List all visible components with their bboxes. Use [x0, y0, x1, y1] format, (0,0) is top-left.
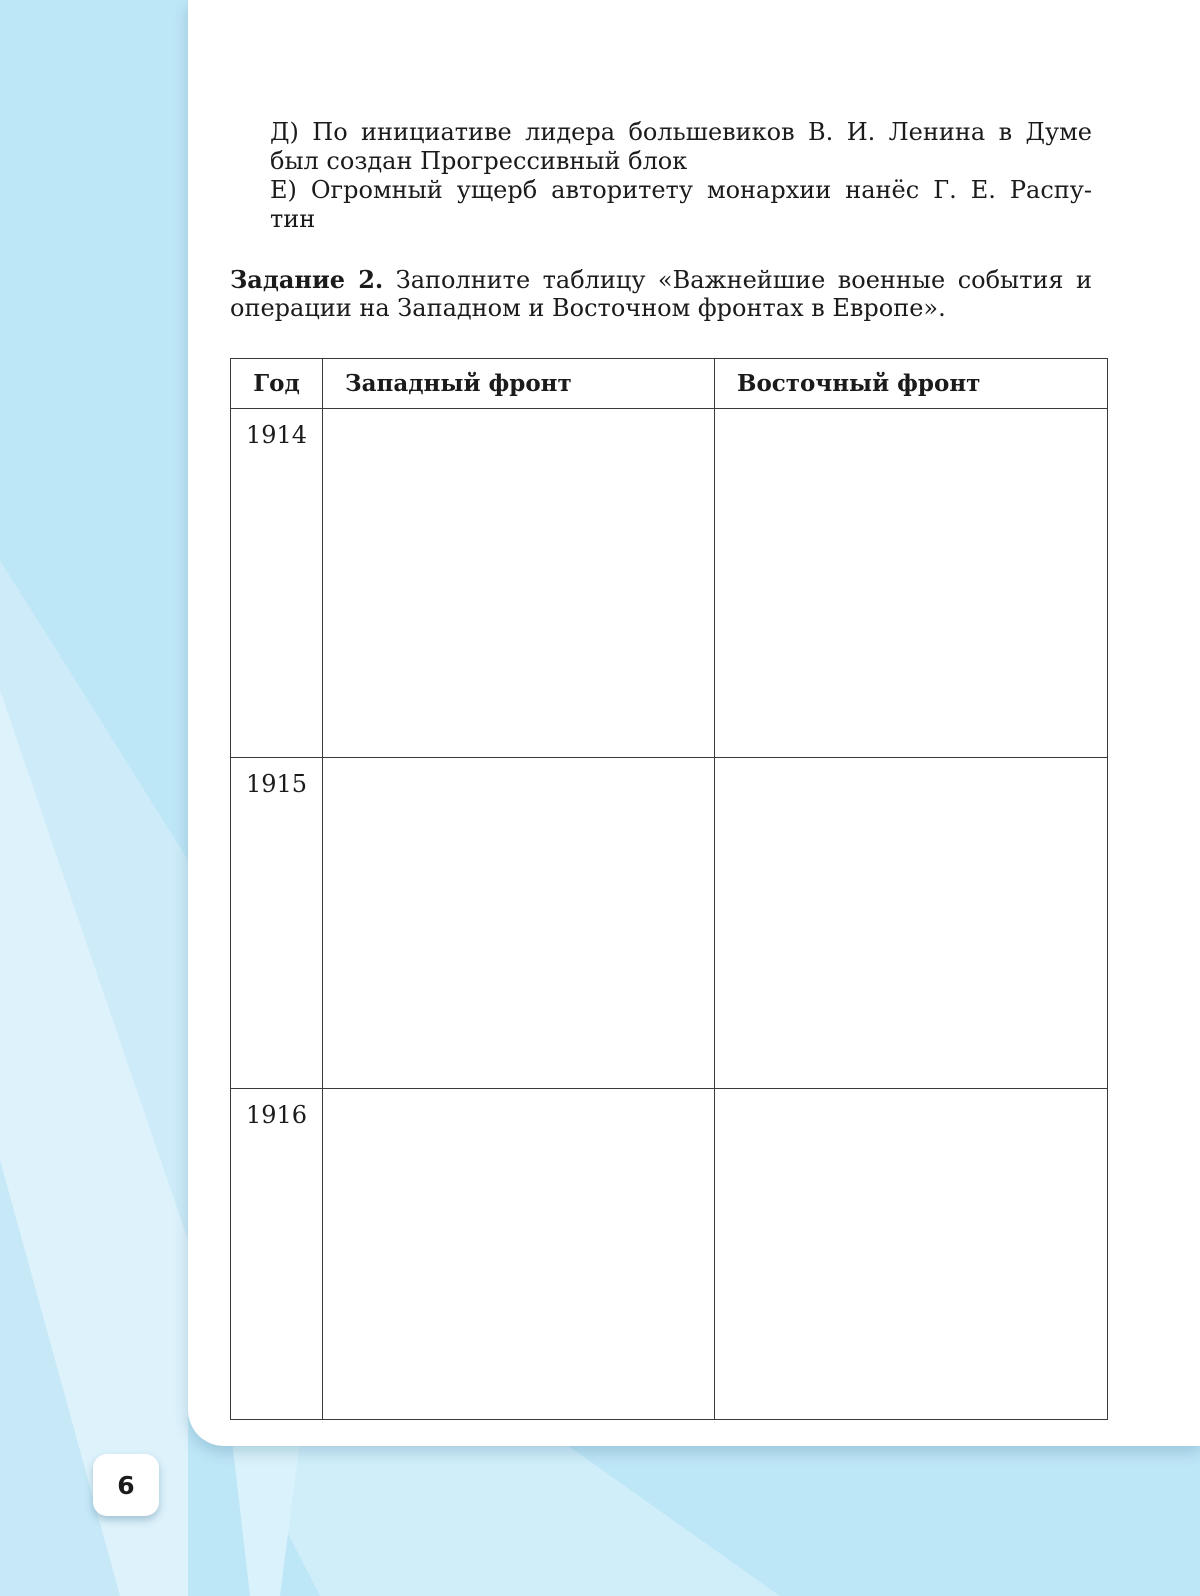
table-row — [231, 1089, 1108, 1420]
events-table — [230, 358, 1108, 1420]
eastern-front-cell[interactable] — [715, 1089, 1108, 1420]
western-front-cell[interactable] — [323, 758, 715, 1089]
page-number: 6 — [117, 1470, 135, 1500]
western-front-cell[interactable] — [323, 409, 715, 758]
answer-option-e-line1: Е) Огромный ущерб авторитету монархии нанёс Г. Е. Распу- — [270, 176, 1092, 204]
task-2-line1 — [230, 265, 1092, 295]
eastern-front-cell[interactable] — [715, 409, 1108, 758]
task-text: Заполните таблицу «Важнейшие военные события и — [383, 266, 1092, 294]
table-row — [231, 409, 1108, 758]
task-2-line2: операции на Западном и Восточном фронтах в Европе». — [230, 294, 946, 322]
header-western-front: Западный фронт — [323, 359, 715, 409]
table-header-row — [231, 359, 1108, 409]
header-eastern-front: Восточный фронт — [715, 359, 1108, 409]
header-year: Год — [231, 359, 323, 409]
answer-option-d-line2: был создан Прогрессивный блок — [270, 147, 688, 175]
task-label: Задание 2. — [230, 265, 384, 294]
year-cell: 1915 — [231, 758, 323, 1089]
answer-option-e-line2: тин — [270, 205, 316, 233]
answer-option-d-line1: Д) По инициативе лидера большевиков В. И. Ленина в Думе — [270, 118, 1092, 146]
western-front-cell[interactable] — [323, 1089, 715, 1420]
eastern-front-cell[interactable] — [715, 758, 1108, 1089]
year-cell: 1914 — [231, 409, 323, 758]
page-number-badge — [93, 1454, 159, 1516]
table-row — [231, 758, 1108, 1089]
year-cell: 1916 — [231, 1089, 323, 1420]
